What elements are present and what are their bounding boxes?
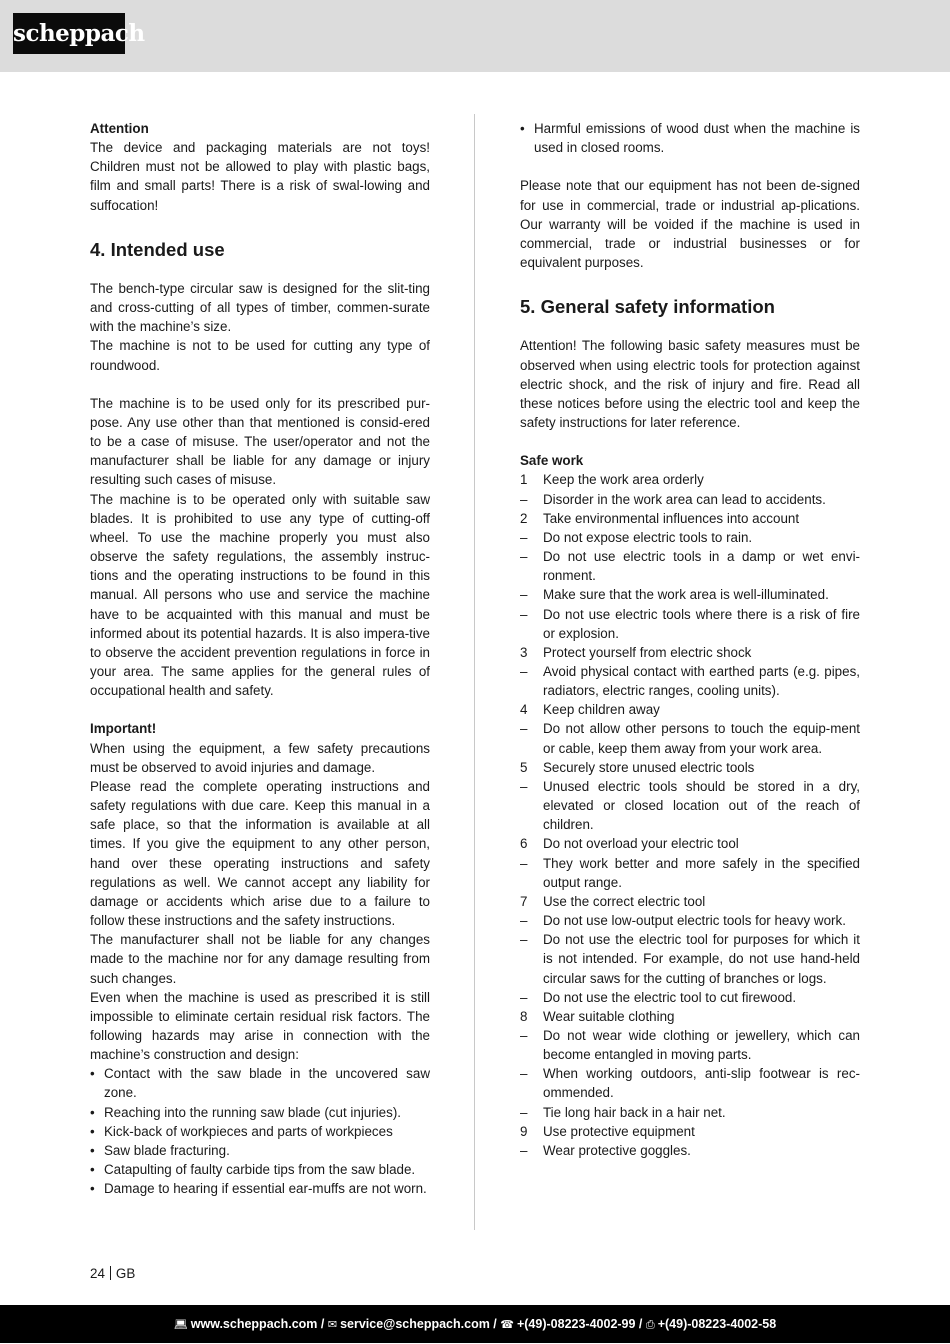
hazard-item: • Kick-back of workpieces and parts of workpieces: [90, 1122, 430, 1141]
list-text: Do not allow other persons to touch the equip-ment or cable, keep them away from your work area.: [543, 721, 860, 756]
list-text: Make sure that the work area is well-illuminated.: [543, 587, 829, 603]
safe-work-item: [520, 834, 860, 853]
email-link[interactable]: service@scheppach.com /: [340, 1317, 497, 1331]
list-text: Securely store unused electric tools: [543, 759, 755, 775]
list-text: Tie long hair back in a hair net.: [543, 1104, 726, 1120]
list-marker: 6: [520, 836, 528, 852]
list-marker: –: [520, 932, 528, 948]
left-column: [90, 119, 430, 1198]
scheppach-logo: scheppach: [13, 13, 125, 54]
intended-use-paragraph: The machine is to be used only for its prescribed pur-pose. Any use other than that mentioned is consid-ered to be a case of misuse. The user/operator and not the manufacturer shall be liable for any damage or injury resulting such cases of misuse.: [90, 395, 430, 488]
list-text: Do not use low-output electric tools for heavy work.: [543, 913, 846, 929]
page-language: GB: [115, 1266, 136, 1281]
page-header: [0, 0, 950, 72]
list-marker: –: [520, 1104, 528, 1120]
safe-work-item: [520, 758, 860, 777]
list-marker: 3: [520, 644, 528, 660]
hazard-item: • Contact with the saw blade in the uncovered saw zone.: [90, 1064, 430, 1102]
list-marker: –: [520, 1066, 528, 1082]
important-heading: Important!: [90, 721, 157, 737]
page-number-value: 24: [90, 1266, 105, 1281]
list-marker: –: [520, 989, 528, 1005]
safe-work-subitem: [520, 1103, 860, 1122]
safe-work-subitem: [520, 911, 860, 930]
hazard-list-continued: [520, 119, 860, 157]
safe-work-item: [520, 1122, 860, 1141]
hazard-item: • Catapulting of faulty carbide tips from the saw blade.: [90, 1160, 430, 1179]
safety-intro: Attention! The following basic safety measures must be observed when using electric tools for protection against electric shock, and the risk of injury and fire. Read all these notices before using the electric tool and keep the safety instructions for later reference.: [520, 338, 860, 430]
page-number: [90, 1264, 135, 1283]
column-divider: [474, 114, 475, 1230]
right-column: [520, 119, 860, 1160]
list-text: Wear suitable clothing: [543, 1008, 675, 1024]
list-marker: 7: [520, 893, 528, 909]
list-marker: –: [520, 1142, 528, 1158]
safe-work-item: [520, 470, 860, 489]
fax-icon: ⎙: [645, 1319, 655, 1331]
attention-heading: Attention: [90, 121, 149, 136]
important-paragraph: When using the equipment, a few safety precautions must be observed to avoid injuries and damage.: [90, 740, 430, 775]
safe-work-subitem: [520, 1141, 860, 1160]
safe-work-item: [520, 643, 860, 662]
list-marker: 2: [520, 510, 528, 526]
commercial-use-note: Please note that our equipment has not been de-signed for use in commercial, trade or industrial ap-plications. Our warranty will be voided if the machine is used in commercial, trade or industrial businesses or for equivalent purposes.: [520, 178, 860, 271]
list-marker: –: [520, 778, 528, 794]
list-marker: –: [520, 721, 528, 737]
intended-use-paragraph: The machine is to be operated only with suitable saw blades. It is prohibited to use any type of cutting-off wheel. To use the machine properly you must also observe the safety regulations, the assembly instruc-tions and the operating instructions to be found in this manual. All persons who use and service the machine have to be acquainted with this manual and must be informed about its potential hazards. It is also impera-tive to observe the accident prevention regulations in force in your area. The same applies for the general rules of occupational health and safety.: [90, 491, 430, 699]
safe-work-subitem: [520, 585, 860, 604]
list-marker: 5: [520, 759, 528, 775]
safe-work-list: [520, 470, 860, 1160]
safe-work-subitem: [520, 605, 860, 643]
website-link[interactable]: www.scheppach.com /: [190, 1317, 325, 1331]
list-text: Do not use the electric tool to cut firewood.: [543, 989, 797, 1005]
section-4-title: 4. Intended use: [90, 238, 225, 260]
list-marker: –: [520, 855, 528, 871]
list-text: Do not expose electric tools to rain.: [543, 529, 753, 545]
list-text: Do not use the electric tool for purposes for which it is not intended. For example, do not use hand-held circular saws for the cutting of branches or logs.: [543, 932, 860, 986]
safe-work-item: [520, 892, 860, 911]
list-text: Use the correct electric tool: [543, 893, 706, 909]
mail-icon: ✉︎: [327, 1319, 338, 1331]
fax-number: +(49)-08223-4002-58: [657, 1317, 777, 1331]
intended-use-paragraph: The machine is not to be used for cutting any type of roundwood.: [90, 338, 430, 373]
section-5-title: 5. General safety information: [520, 296, 775, 318]
list-text: Disorder in the work area can lead to accidents.: [543, 491, 826, 507]
list-text: Do not use electric tools in a damp or wet envi-ronment.: [543, 549, 860, 584]
list-marker: –: [520, 606, 528, 622]
important-paragraph: Even when the machine is used as prescribed it is still impossible to eliminate certain residual risk factors. The following hazards may arise in connection with the machine’s construction and design:: [90, 989, 430, 1063]
list-text: Protect yourself from electric shock: [543, 644, 752, 660]
list-marker: –: [520, 913, 528, 929]
hazard-item: • Saw blade fracturing.: [90, 1141, 430, 1160]
contact-footer: [0, 1305, 950, 1343]
list-marker: –: [520, 587, 528, 603]
safe-work-subitem: [520, 719, 860, 757]
intended-use-paragraph: The bench-type circular saw is designed for the slit-ting and cross-cutting of all types of timber, commen-surate with the machine’s size.: [90, 280, 430, 335]
list-text: Use protective equipment: [543, 1123, 695, 1139]
phone-icon: ☎︎: [500, 1319, 514, 1331]
list-marker: –: [520, 664, 528, 680]
hazard-list: [90, 1064, 430, 1198]
hazard-item: • Damage to hearing if essential ear-muffs are not worn.: [90, 1179, 430, 1198]
safe-work-subitem: [520, 1026, 860, 1064]
list-marker: –: [520, 1027, 528, 1043]
list-text: They work better and more safely in the specified output range.: [543, 855, 860, 890]
safe-work-item: [520, 700, 860, 719]
list-marker: –: [520, 529, 528, 545]
list-marker: 9: [520, 1123, 528, 1139]
list-text: Keep children away: [543, 702, 660, 718]
list-text: When working outdoors, anti-slip footwear is rec-ommended.: [543, 1066, 860, 1101]
safe-work-subitem: [520, 777, 860, 834]
safe-work-subitem: [520, 930, 860, 987]
safe-work-heading: Safe work: [520, 453, 584, 469]
hazard-item: • Reaching into the running saw blade (cut injuries).: [90, 1103, 430, 1122]
safe-work-subitem: [520, 490, 860, 509]
list-text: Do not overload your electric tool: [543, 836, 739, 852]
computer-icon: 💻︎: [173, 1319, 188, 1331]
important-paragraph: Please read the complete operating instructions and safety regulations with due care. Keep this manual in a safe place, so that the information is available at all times. If you give the equipment to any other person, hand over these operating instructions and safety regulations as well. We cannot accept any liability for damage or accidents which arise due to a failure to follow these instructions and the safety instructions.: [90, 778, 430, 929]
list-text: Unused electric tools should be stored in a dry, elevated or closed location out of the reach of children.: [543, 778, 860, 833]
hazard-item: • Harmful emissions of wood dust when the machine is used in closed rooms.: [520, 119, 860, 157]
list-marker: –: [520, 549, 528, 565]
safe-work-item: [520, 1007, 860, 1026]
list-text: Do not wear wide clothing or jewellery, which can become entangled in moving parts.: [543, 1027, 860, 1063]
list-text: Wear protective goggles.: [543, 1142, 691, 1158]
phone-number: +(49)-08223-4002-99 /: [516, 1317, 643, 1331]
list-text: Do not use electric tools where there is a risk of fire or explosion.: [543, 606, 860, 641]
safe-work-subitem: [520, 547, 860, 585]
list-text: Avoid physical contact with earthed parts (e.g. pipes, radiators, electric ranges, cooling units).: [543, 664, 860, 699]
attention-text: The device and packaging materials are not toys! Children must not be allowed to play with plastic bags, film and small parts! There is a risk of swal-lowing and suffocation!: [90, 140, 430, 213]
page-number-separator: [110, 1266, 111, 1280]
safe-work-subitem: [520, 662, 860, 700]
important-paragraph: The manufacturer shall not be liable for any changes made to the machine nor for any damage resulting from such changes.: [90, 932, 430, 986]
safe-work-subitem: [520, 528, 860, 547]
safe-work-subitem: [520, 1064, 860, 1102]
list-marker: 8: [520, 1008, 528, 1024]
safe-work-subitem: [520, 988, 860, 1007]
list-marker: 1: [520, 472, 528, 488]
safe-work-subitem: [520, 854, 860, 892]
safe-work-item: [520, 509, 860, 528]
list-marker: –: [520, 491, 528, 507]
list-marker: 4: [520, 702, 528, 718]
list-text: Keep the work area orderly: [543, 472, 704, 488]
list-text: Take environmental influences into account: [543, 510, 800, 526]
